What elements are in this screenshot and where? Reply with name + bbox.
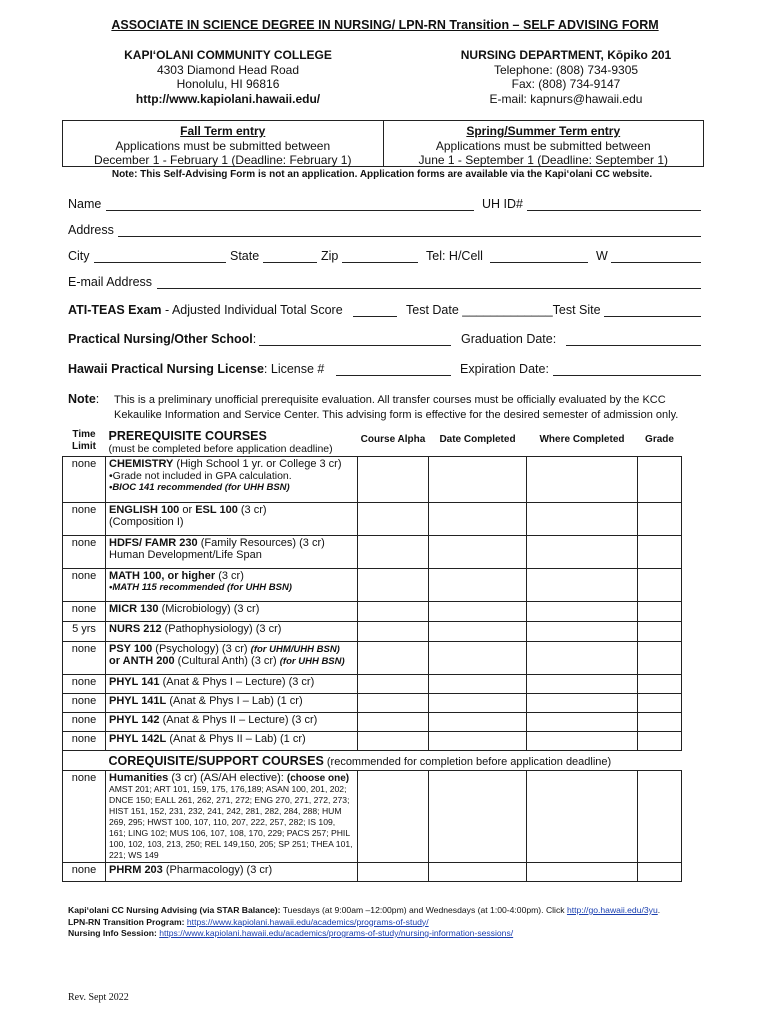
date-completed-cell[interactable] bbox=[429, 457, 527, 503]
test-date-label: Test Date _____________Test Site bbox=[406, 303, 601, 317]
prereq-header bbox=[106, 428, 358, 457]
department-fax: Fax: (808) 734-9147 bbox=[511, 77, 621, 91]
course-math bbox=[109, 570, 354, 582]
where-completed-cell[interactable] bbox=[527, 503, 638, 536]
date-completed-cell[interactable] bbox=[429, 602, 527, 622]
time-limit-header: Time Limit bbox=[72, 429, 96, 452]
course-detail: (Anat & Phys II – Lab) (1 cr) bbox=[166, 733, 306, 745]
graduation-date-label: Graduation Date: bbox=[461, 332, 557, 346]
course-detail: (Anat & Phys I – Lab) (1 cr) bbox=[166, 695, 303, 707]
table-row bbox=[63, 713, 682, 732]
grade-cell[interactable] bbox=[638, 642, 682, 675]
course-alpha-cell[interactable] bbox=[358, 642, 429, 675]
course-cell bbox=[106, 602, 358, 622]
course-alpha-cell[interactable] bbox=[358, 771, 429, 863]
table-header-row bbox=[63, 428, 682, 457]
course-alpha-cell[interactable] bbox=[358, 694, 429, 713]
where-completed-cell[interactable] bbox=[527, 536, 638, 569]
grade-header: Grade bbox=[645, 434, 674, 445]
course-alpha-header: Course Alpha bbox=[360, 434, 426, 445]
course-name: MICR 130 bbox=[109, 603, 159, 615]
course-alpha-cell[interactable] bbox=[358, 622, 429, 642]
pn-school-field[interactable] bbox=[259, 345, 451, 346]
license-number-field[interactable] bbox=[336, 375, 451, 376]
ati-label bbox=[68, 303, 343, 317]
pn-school-rest: : bbox=[252, 332, 257, 346]
time-limit-cell: none bbox=[63, 642, 106, 675]
test-site-field[interactable] bbox=[604, 316, 701, 317]
name-label: Name bbox=[68, 197, 102, 211]
course-name: PHRM 203 bbox=[109, 864, 163, 876]
college-info bbox=[96, 48, 360, 106]
time-limit-cell: none bbox=[63, 713, 106, 732]
spring-heading: Spring/Summer Term entry bbox=[466, 124, 621, 138]
fall-line1: Applications must be submitted between bbox=[115, 138, 331, 153]
where-completed-cell[interactable] bbox=[527, 771, 638, 863]
work-tel-label: W bbox=[596, 249, 608, 263]
city-label: City bbox=[68, 249, 90, 263]
course-cell bbox=[106, 694, 358, 713]
course-alpha-cell[interactable] bbox=[358, 713, 429, 732]
application-note: Note: This Self-Advising Form is not an application. Application forms are available via the Kapi‘olani CC website. bbox=[111, 169, 653, 180]
expiration-date-label: Expiration Date: bbox=[460, 362, 549, 376]
course-subtitle: (Composition I) bbox=[109, 516, 184, 528]
date-completed-cell[interactable] bbox=[429, 732, 527, 751]
coreq-subheading: (recommended for completion before application deadline) bbox=[323, 756, 612, 768]
table-row bbox=[63, 771, 682, 863]
course-recommendation-alt: (for UHH BSN) bbox=[279, 656, 345, 667]
course-hdfs bbox=[109, 537, 354, 549]
time-limit-cell: none bbox=[63, 732, 106, 751]
course-name: PSY 100 bbox=[109, 643, 153, 655]
course-detail: (Microbiology) (3 cr) bbox=[158, 603, 260, 615]
uhid-label: UH ID# bbox=[482, 197, 523, 211]
table-row bbox=[63, 732, 682, 751]
grade-cell[interactable] bbox=[638, 732, 682, 751]
state-field[interactable] bbox=[263, 262, 317, 263]
note-label bbox=[68, 392, 99, 406]
date-completed-cell[interactable] bbox=[429, 863, 527, 882]
date-completed-cell[interactable] bbox=[429, 771, 527, 863]
grade-cell[interactable] bbox=[638, 622, 682, 642]
fall-heading: Fall Term entry bbox=[180, 124, 266, 138]
table-row bbox=[63, 457, 682, 503]
date-completed-cell[interactable] bbox=[429, 642, 527, 675]
course-name: ENGLISH 100 bbox=[109, 504, 180, 516]
table-row bbox=[63, 569, 682, 602]
course-detail: (3 cr) bbox=[215, 570, 244, 582]
time-limit-cell: none bbox=[63, 771, 106, 863]
footer-lpn-label: LPN-RN Transition Program: bbox=[68, 916, 185, 927]
date-completed-cell[interactable] bbox=[429, 694, 527, 713]
coreq-spacer bbox=[63, 751, 106, 771]
course-alpha-cell[interactable] bbox=[358, 732, 429, 751]
time-limit-cell: none bbox=[63, 503, 106, 536]
course-name: Humanities bbox=[109, 772, 169, 784]
department-email[interactable]: E-mail: kapnurs@hawaii.edu bbox=[489, 91, 643, 106]
where-completed-cell[interactable] bbox=[527, 694, 638, 713]
footer-advising-end: . bbox=[657, 905, 661, 915]
course-cell bbox=[106, 863, 358, 882]
fall-line2: December 1 - February 1 (Deadline: February 1) bbox=[94, 153, 352, 167]
date-completed-cell[interactable] bbox=[429, 622, 527, 642]
table-row bbox=[63, 863, 682, 882]
humanities-course-list: AMST 201; ART 101, 159, 175, 176,189; ASAN 100, 201, 202; DNCE 150; EALL 261, 262, 271, 272; ENG 270, 271, 272, 273; HIST 151, 152, 231, 232, 241, 242, 281, 282, 284, 288; HUM 269, 295; HWST 100, 107, 110, 207, 222, 257, 282; IS 109, 161; LING 102; MUS 106, 107, 108, 170, 229; PACS 257; PHIL 100, 102, 103, 213, 250; REL 149,150, 205; SP 251; THEA 101, 221; WS 149 bbox=[109, 784, 353, 860]
table-row bbox=[63, 642, 682, 675]
fall-entry bbox=[63, 121, 384, 166]
grade-cell[interactable] bbox=[638, 536, 682, 569]
course-cell bbox=[106, 642, 358, 675]
where-completed-cell[interactable] bbox=[527, 622, 638, 642]
where-completed-cell[interactable] bbox=[527, 863, 638, 882]
name-field[interactable] bbox=[106, 210, 474, 211]
where-completed-cell[interactable] bbox=[527, 569, 638, 602]
work-tel-field[interactable] bbox=[611, 262, 701, 263]
license-bold: Hawaii Practical Nursing License bbox=[68, 362, 264, 376]
course-alpha-cell[interactable] bbox=[358, 602, 429, 622]
time-limit-cell: none bbox=[63, 694, 106, 713]
email-field[interactable] bbox=[157, 288, 701, 289]
course-alpha-cell[interactable] bbox=[358, 675, 429, 694]
note-label-colon: : bbox=[95, 392, 100, 406]
footer-advising bbox=[68, 905, 660, 917]
course-psychology bbox=[109, 643, 354, 655]
form-title: ASSOCIATE IN SCIENCE DEGREE IN NURSING/ LPN-RN Transition – SELF ADVISING FORM bbox=[111, 18, 659, 32]
course-detail: (3 cr) (AS/AH elective): bbox=[168, 772, 287, 784]
course-cell bbox=[106, 622, 358, 642]
course-name-alt: or ANTH 200 bbox=[109, 655, 175, 667]
course-name: NURS 212 bbox=[109, 623, 162, 635]
course-connector: or bbox=[179, 504, 196, 516]
course-alpha-cell[interactable] bbox=[358, 569, 429, 602]
where-completed-cell[interactable] bbox=[527, 675, 638, 694]
city-field[interactable] bbox=[94, 262, 226, 263]
grade-cell[interactable] bbox=[638, 602, 682, 622]
course-cell bbox=[106, 503, 358, 536]
time-limit-cell: 5 yrs bbox=[63, 622, 106, 642]
course-name: CHEMISTRY bbox=[109, 458, 174, 470]
course-alpha-cell[interactable] bbox=[358, 503, 429, 536]
ati-label-bold: ATI-TEAS Exam bbox=[68, 303, 162, 317]
footer-lpn bbox=[68, 917, 660, 929]
state-label: State bbox=[230, 249, 260, 263]
date-completed-cell[interactable] bbox=[429, 713, 527, 732]
footer-lpn-link[interactable]: https://www.kapiolani.hawaii.edu/academics/programs-of-study/ bbox=[186, 916, 429, 927]
spring-line1: Applications must be submitted between bbox=[435, 138, 651, 153]
revision-date: Rev. Sept 2022 bbox=[68, 992, 129, 1003]
course-name: MATH 100, or higher bbox=[109, 570, 216, 582]
spring-entry bbox=[384, 121, 704, 166]
address-label: Address bbox=[68, 223, 114, 237]
table-row bbox=[63, 536, 682, 569]
coreq-heading: COREQUISITE/SUPPORT COURSES bbox=[108, 754, 324, 768]
tel-field[interactable] bbox=[490, 262, 588, 263]
course-name: PHYL 142L bbox=[109, 733, 167, 745]
zip-field[interactable] bbox=[342, 262, 418, 263]
where-completed-cell[interactable] bbox=[527, 732, 638, 751]
entry-box bbox=[62, 120, 704, 167]
note-text: This is a preliminary unofficial prerequisite evaluation. All transfer courses must be officially evaluated by the KCC Kekaulike Information and Service Center. This advising form is effective for the desired semester of admission only. bbox=[114, 394, 679, 421]
grade-cell[interactable] bbox=[638, 713, 682, 732]
prerequisite-table bbox=[62, 428, 682, 882]
time-limit-cell: none bbox=[63, 863, 106, 882]
license-rest: : License # bbox=[263, 362, 325, 376]
course-detail: (Anat & Phys II – Lecture) (3 cr) bbox=[159, 714, 318, 726]
table-row bbox=[63, 622, 682, 642]
footer-info-link[interactable]: https://www.kapiolani.hawaii.edu/academics/programs-of-study/nursing-information-sessions/ bbox=[159, 928, 514, 938]
zip-label: Zip bbox=[321, 249, 339, 263]
course-detail: (Family Resources) (3 cr) bbox=[197, 537, 325, 549]
course-name-alt: ESL 100 bbox=[195, 504, 238, 516]
prereq-subheading: (must be completed before application deadline) bbox=[108, 443, 333, 455]
grade-cell[interactable] bbox=[638, 771, 682, 863]
time-limit-cell: none bbox=[63, 457, 106, 503]
department-name: NURSING DEPARTMENT, Kōpiko 201 bbox=[460, 48, 672, 62]
expiration-date-field[interactable] bbox=[553, 375, 701, 376]
tel-label: Tel: H/Cell bbox=[426, 249, 483, 263]
date-completed-cell[interactable] bbox=[429, 536, 527, 569]
table-row bbox=[63, 675, 682, 694]
date-completed-header: Date Completed bbox=[439, 434, 516, 445]
course-cell bbox=[106, 536, 358, 569]
date-completed-cell[interactable] bbox=[429, 503, 527, 536]
college-name: KAPI‘OLANI COMMUNITY COLLEGE bbox=[124, 48, 332, 62]
course-subtitle: Human Development/Life Span bbox=[109, 549, 262, 561]
course-cell bbox=[106, 675, 358, 694]
course-detail: (Pathophysiology) (3 cr) bbox=[161, 623, 282, 635]
course-cell bbox=[106, 771, 358, 863]
course-note: •Grade not included in GPA calculation. bbox=[109, 470, 292, 482]
where-completed-cell[interactable] bbox=[527, 457, 638, 503]
footer bbox=[68, 905, 660, 940]
course-detail-alt: (Cultural Anth) (3 cr) bbox=[174, 655, 280, 667]
grade-cell[interactable] bbox=[638, 675, 682, 694]
course-detail: (3 cr) bbox=[237, 504, 267, 516]
note-label-bold: Note bbox=[68, 392, 96, 406]
grade-cell[interactable] bbox=[638, 863, 682, 882]
coreq-header-row bbox=[63, 751, 682, 771]
course-cell bbox=[106, 569, 358, 602]
spring-line2: June 1 - September 1 (Deadline: September 1) bbox=[418, 153, 668, 167]
grade-cell[interactable] bbox=[638, 503, 682, 536]
pn-school-label bbox=[68, 332, 256, 346]
course-recommendation: •MATH 115 recommended (for UHH BSN) bbox=[109, 582, 292, 593]
where-completed-cell[interactable] bbox=[527, 602, 638, 622]
coreq-header bbox=[106, 751, 682, 771]
course-detail: (Psychology) (3 cr) bbox=[152, 643, 251, 655]
footer-advising-link[interactable]: http://go.hawaii.edu/3yu bbox=[566, 905, 658, 915]
course-name: HDFS/ FAMR 230 bbox=[109, 537, 198, 549]
date-completed-cell[interactable] bbox=[429, 675, 527, 694]
course-anthropology bbox=[109, 655, 354, 667]
college-address-2: Honolulu, HI 96816 bbox=[176, 77, 280, 91]
email-label: E-mail Address bbox=[68, 275, 153, 289]
table-row bbox=[63, 694, 682, 713]
license-label bbox=[68, 362, 324, 376]
course-chemistry bbox=[109, 458, 354, 470]
where-completed-cell[interactable] bbox=[527, 642, 638, 675]
grade-cell[interactable] bbox=[638, 569, 682, 602]
course-cell bbox=[106, 713, 358, 732]
where-completed-header: Where Completed bbox=[539, 434, 625, 445]
footer-advising-label: Kapi‘olani CC Nursing Advising (via STAR Balance): bbox=[68, 905, 281, 915]
course-alpha-cell[interactable] bbox=[358, 457, 429, 503]
course-detail: (High School 1 yr. or College 3 cr) bbox=[173, 458, 342, 470]
prereq-heading: PREREQUISITE COURSES bbox=[108, 429, 267, 443]
college-address-1: 4303 Diamond Head Road bbox=[156, 62, 300, 77]
address-field[interactable] bbox=[118, 236, 701, 237]
course-recommendation: •BIOC 141 recommended (for UHH BSN) bbox=[109, 482, 290, 493]
course-detail: (Pharmacology) (3 cr) bbox=[162, 864, 273, 876]
graduation-date-field[interactable] bbox=[566, 345, 701, 346]
course-alpha-cell[interactable] bbox=[358, 536, 429, 569]
college-url[interactable]: http://www.kapiolani.hawaii.edu/ bbox=[135, 91, 321, 106]
footer-info-session bbox=[68, 928, 660, 940]
pn-school-bold: Practical Nursing/Other School bbox=[68, 332, 253, 346]
footer-advising-text: Tuesdays (at 9:00am –12:00pm) and Wednesdays (at 1:00-4:00pm). Click bbox=[280, 905, 567, 915]
grade-cell[interactable] bbox=[638, 694, 682, 713]
department-info bbox=[440, 48, 692, 106]
time-limit-cell: none bbox=[63, 569, 106, 602]
time-limit-cell: none bbox=[63, 536, 106, 569]
footer-info-label: Nursing Info Session: bbox=[68, 928, 157, 938]
table-row bbox=[63, 602, 682, 622]
course-humanities bbox=[109, 772, 354, 784]
table-row bbox=[63, 503, 682, 536]
time-limit-cell: none bbox=[63, 602, 106, 622]
grade-cell[interactable] bbox=[638, 457, 682, 503]
course-name: PHYL 141 bbox=[109, 676, 160, 688]
course-cell bbox=[106, 732, 358, 751]
time-limit-cell: none bbox=[63, 675, 106, 694]
ati-label-rest: - Adjusted Individual Total Score bbox=[161, 303, 343, 317]
course-cell bbox=[106, 457, 358, 503]
course-name: PHYL 141L bbox=[109, 695, 167, 707]
course-choose: (choose one) bbox=[286, 773, 350, 784]
course-alpha-cell[interactable] bbox=[358, 863, 429, 882]
course-detail: (Anat & Phys I – Lecture) (3 cr) bbox=[159, 676, 315, 688]
course-english bbox=[109, 504, 354, 516]
ati-score-field[interactable] bbox=[353, 316, 397, 317]
uhid-field[interactable] bbox=[527, 210, 701, 211]
date-completed-cell[interactable] bbox=[429, 569, 527, 602]
course-name: PHYL 142 bbox=[109, 714, 160, 726]
course-recommendation: (for UHM/UHH BSN) bbox=[250, 644, 340, 655]
department-telephone: Telephone: (808) 734-9305 bbox=[493, 62, 639, 77]
where-completed-cell[interactable] bbox=[527, 713, 638, 732]
